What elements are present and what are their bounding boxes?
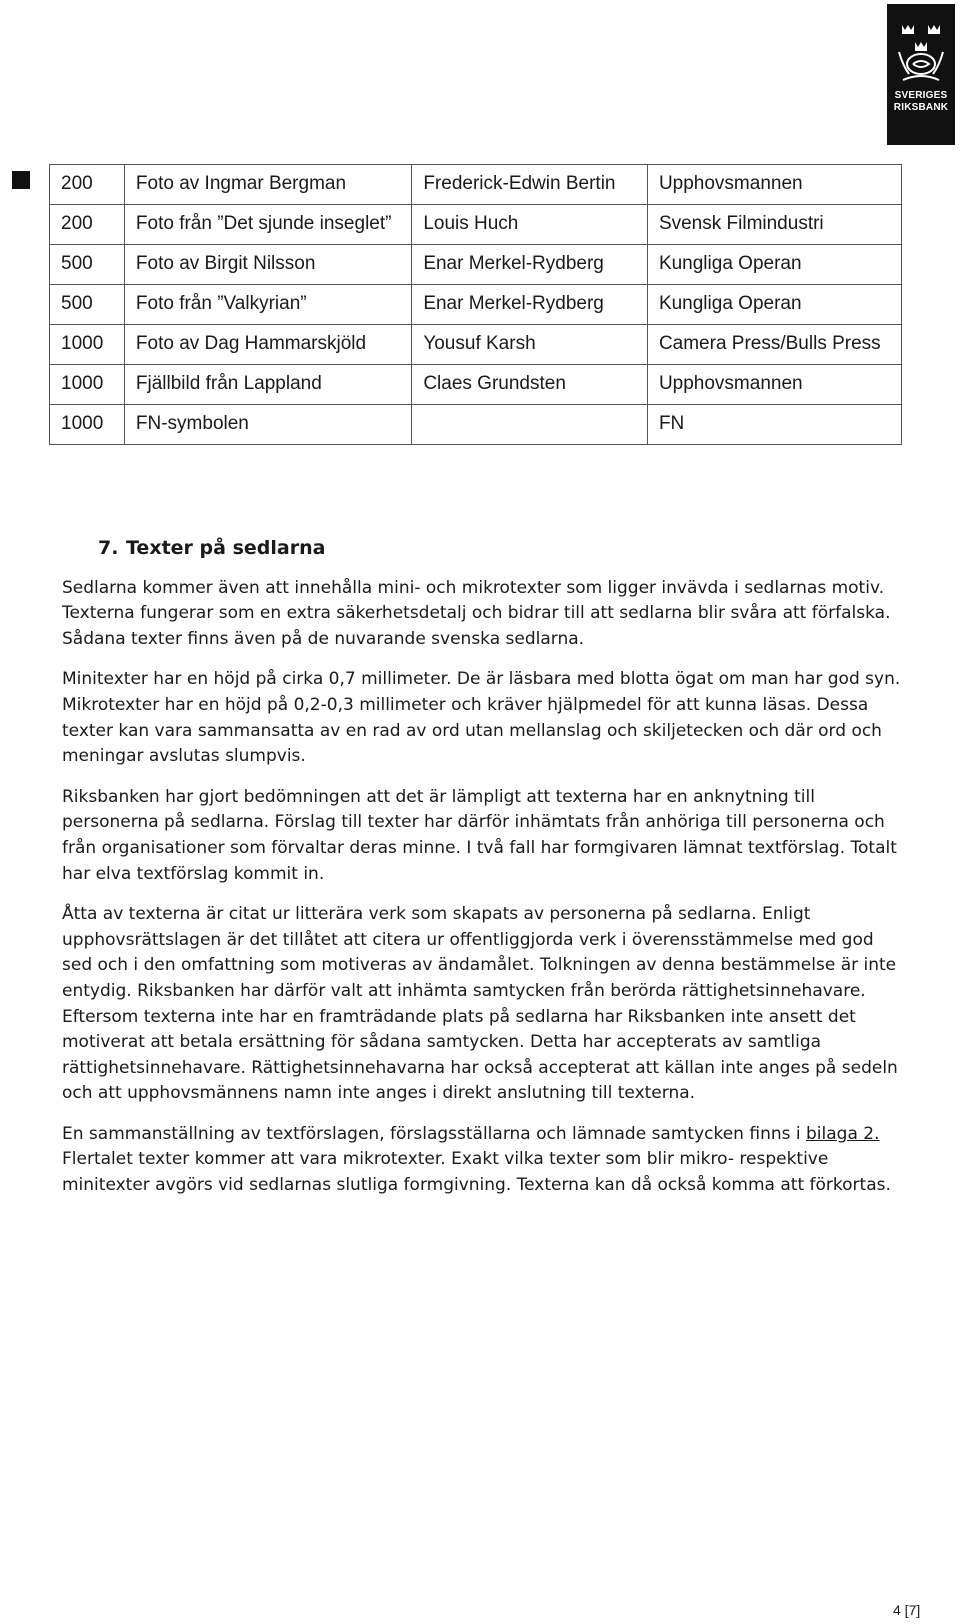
banknote-value-cell: 500 [50, 245, 125, 285]
table-row [50, 165, 902, 205]
paragraph: Riksbanken har gjort bedömningen att det är lämpligt att texterna har en anknytning till personerna på sedlarna. Förslag till texter har därför inhämtats från anhöriga till personerna och från organisationer som förvaltar deras minne. I två fall har formgivaren lämnat textförslag. Totalt har elva textförslag kommit in. [62, 786, 897, 884]
table-row [50, 285, 902, 325]
banknote-value-cell: 1000 [50, 405, 125, 445]
riksbank-logo [887, 4, 955, 145]
section-heading [98, 536, 907, 562]
banknote-value-cell: 1000 [50, 365, 125, 405]
logo-wordmark [887, 90, 955, 114]
photographer-cell: Claes Grundsten [412, 365, 648, 405]
logo-line-1: SVERIGES [894, 90, 948, 101]
page-number: 4 [7] [893, 1602, 921, 1618]
rights-holder-cell: Camera Press/Bulls Press [647, 325, 901, 365]
motif-cell: Foto från ”Det sjunde inseglet” [124, 205, 411, 245]
black-square-marker [12, 171, 30, 189]
rights-holder-cell: Upphovsmannen [647, 165, 901, 205]
photo-credits-table [49, 164, 902, 445]
paragraph [62, 1122, 907, 1199]
photographer-cell: Frederick-Edwin Bertin [412, 165, 648, 205]
rights-holder-cell: Kungliga Operan [647, 285, 901, 325]
table-row [50, 365, 902, 405]
table-row [50, 205, 902, 245]
banknote-value-cell: 500 [50, 285, 125, 325]
motif-cell: Foto av Birgit Nilsson [124, 245, 411, 285]
paragraph: Åtta av texterna är citat ur litterära verk som skapats av personerna på sedlarna. Enligt upphovsrättslagen är det tillåtet att citera ur offentliggjorda verk i överensstämmelse med god sed och i den omfattning som motiveras av ändamålet. Tolkningen av denna bestämmelse är inte entydig. Riksbanken har därför valt att inhämta samtycken från berörda rättighetsinnehavare. Eftersom texterna inte har en framträdande plats på sedlarna har Riksbanken inte ansett det motiverat att betala ersättning för sådana samtycken. Detta har accepterats av samtliga rättighetsinnehavare. Rättighetsinnehavarna har också accepterat att källan inte anges på sedeln och att upphovsmännens namn inte anges i direkt anslutning till texterna. [62, 904, 898, 1104]
banknote-value-cell: 1000 [50, 325, 125, 365]
photographer-cell: Enar Merkel-Rydberg [412, 245, 648, 285]
section-content [62, 536, 907, 1214]
section-number: 7. [98, 537, 119, 559]
motif-cell: Foto från ”Valkyrian” [124, 285, 411, 325]
motif-cell: Foto av Dag Hammarskjöld [124, 325, 411, 365]
paragraph: Minitexter har en höjd på cirka 0,7 millimeter. De är läsbara med blotta ögat om man har god syn. Mikrotexter har en höjd på 0,2-0,3 millimeter och kräver hjälpmedel för att kunna läsas. Dessa texter kan vara sammansatta av en rad av ord utan mellanslag och skiljetecken och där ord och meningar avslutas slumpvis. [62, 669, 901, 767]
paragraph-text: En sammanställning av textförslagen, förslagsställarna och lämnade samtycken finns i [62, 1123, 807, 1144]
rights-holder-cell: Kungliga Operan [647, 245, 901, 285]
rights-holder-cell: FN [647, 405, 901, 445]
logo-line-2: RIKSBANK [893, 102, 949, 113]
section-title: Texter på sedlarna [126, 537, 326, 559]
table-row [50, 245, 902, 285]
motif-cell: Foto av Ingmar Bergman [124, 165, 411, 205]
crowns-emblem-icon [895, 22, 947, 86]
rights-holder-cell: Svensk Filmindustri [647, 205, 901, 245]
paragraph: Sedlarna kommer även att innehålla mini- och mikrotexter som ligger invävda i sedlarnas motiv. Texterna fungerar som en extra säkerhetsdetalj och bidrar till att sedlarna blir svåra att förfalska. Sådana texter finns även på de nuvarande svenska sedlarna. [62, 577, 891, 649]
photographer-cell: Enar Merkel-Rydberg [412, 285, 648, 325]
photographer-cell: Yousuf Karsh [412, 325, 648, 365]
photographer-cell [412, 405, 648, 445]
table-row [50, 405, 902, 445]
rights-holder-cell: Upphovsmannen [647, 365, 901, 405]
banknote-value-cell: 200 [50, 205, 125, 245]
banknote-value-cell: 200 [50, 165, 125, 205]
motif-cell: FN-symbolen [124, 405, 411, 445]
appendix-link[interactable]: bilaga 2. [806, 1123, 880, 1144]
motif-cell: Fjällbild från Lappland [124, 365, 411, 405]
photographer-cell: Louis Huch [412, 205, 648, 245]
table-row [50, 325, 902, 365]
paragraph-text: Flertalet texter kommer att vara mikrotexter. Exakt vilka texter som blir mikro- respektive minitexter avgörs vid sedlarnas slutliga formgivning. Texterna kan då också komma att förkortas. [62, 1149, 891, 1196]
